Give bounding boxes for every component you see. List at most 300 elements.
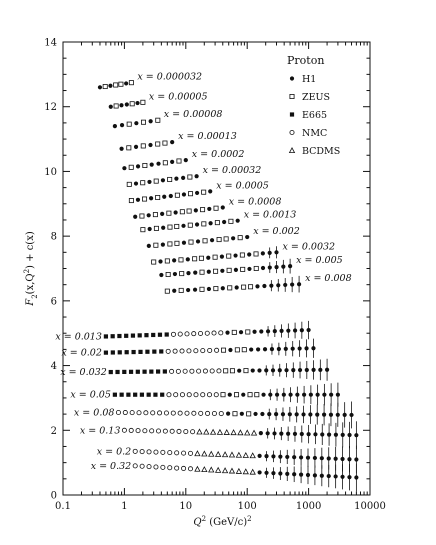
bin-label: x = 0.0002 (191, 149, 245, 161)
data-point (182, 192, 186, 196)
data-point (172, 289, 176, 293)
legend-label: ZEUS (302, 92, 331, 103)
data-point (229, 468, 234, 473)
data-point (161, 242, 165, 246)
legend-label: H1 (302, 74, 317, 85)
legend-marker (290, 130, 294, 134)
data-point (130, 411, 134, 415)
data-point (176, 369, 180, 373)
data-point (207, 270, 211, 274)
data-point (187, 209, 191, 213)
data-point (149, 196, 153, 200)
data-point (193, 257, 197, 261)
data-point (119, 147, 123, 151)
data-point (206, 256, 210, 260)
data-point (119, 103, 123, 107)
x-tick-label: 1 (121, 501, 128, 512)
data-point (170, 160, 174, 164)
data-point (211, 430, 216, 435)
data-point (154, 179, 158, 183)
data-point (168, 225, 172, 229)
data-point (213, 255, 217, 259)
data-point (169, 194, 173, 198)
data-point (217, 237, 221, 241)
legend-marker (290, 148, 295, 153)
bin-label: x = 0.32 (90, 460, 132, 472)
data-point (208, 348, 212, 352)
data-point (161, 465, 165, 469)
data-point (250, 469, 255, 474)
data-point (230, 369, 234, 373)
data-point (178, 332, 182, 336)
data-point (207, 287, 211, 291)
x-tick-label: 1000 (295, 501, 322, 512)
data-point (261, 251, 265, 255)
data-point (254, 266, 258, 270)
data-point (187, 349, 191, 353)
data-point (185, 411, 189, 415)
data-point (184, 429, 188, 433)
data-point (163, 369, 167, 373)
data-point (188, 467, 192, 471)
data-point (156, 118, 160, 122)
data-point (141, 228, 145, 232)
data-point (201, 348, 205, 352)
data-point (214, 206, 218, 210)
data-point (194, 393, 198, 397)
data-point (173, 272, 177, 276)
data-point (184, 158, 188, 162)
data-point (114, 104, 118, 108)
data-point (142, 197, 146, 201)
bin-label: x = 0.0005 (216, 180, 269, 192)
bin-label: x = 0.00008 (163, 109, 223, 121)
y-tick-label: 2 (50, 425, 57, 437)
data-point (229, 219, 233, 223)
data-point (205, 411, 209, 415)
data-point (133, 393, 137, 397)
data-point (180, 349, 184, 353)
data-point (261, 393, 265, 397)
data-point (170, 369, 174, 373)
data-point (216, 452, 221, 457)
data-point (247, 267, 251, 271)
y-tick-label: 8 (50, 231, 57, 243)
data-point (127, 182, 131, 186)
data-point (243, 453, 248, 458)
data-point (233, 253, 237, 257)
data-point (175, 466, 179, 470)
data-point (154, 226, 158, 230)
data-point (259, 431, 263, 435)
data-point (249, 347, 253, 351)
data-point (170, 429, 174, 433)
data-point (156, 369, 160, 373)
data-point (179, 258, 183, 262)
data-point (195, 191, 199, 195)
data-point (127, 146, 131, 150)
data-point (168, 177, 172, 181)
data-point (209, 221, 213, 225)
data-point (189, 240, 193, 244)
data-point (194, 349, 198, 353)
data-point (220, 255, 224, 259)
data-point (256, 347, 260, 351)
data-point (181, 224, 185, 228)
data-point (153, 212, 157, 216)
legend-label: E665 (302, 110, 328, 121)
data-point (167, 393, 171, 397)
data-point (111, 334, 115, 338)
data-point (214, 286, 218, 290)
data-point (263, 347, 267, 351)
bin-label: x = 0.002 (253, 226, 300, 238)
data-point (160, 393, 164, 397)
data-point (163, 141, 167, 145)
data-point (98, 85, 102, 89)
data-point (234, 393, 238, 397)
data-point (258, 470, 262, 474)
data-point (164, 411, 168, 415)
data-point (175, 241, 179, 245)
data-point (129, 165, 133, 169)
data-point (129, 428, 133, 432)
data-point (203, 239, 207, 243)
data-point (221, 393, 225, 397)
data-point (158, 333, 162, 337)
data-point (140, 393, 144, 397)
data-point (209, 452, 214, 457)
data-point (210, 238, 214, 242)
data-point (181, 466, 185, 470)
y-tick-label: 14 (44, 37, 57, 49)
data-point (201, 393, 205, 397)
data-point (104, 334, 108, 338)
data-point (119, 82, 123, 86)
data-point (168, 450, 172, 454)
data-point (247, 252, 251, 256)
data-points (98, 81, 359, 492)
data-point (136, 428, 140, 432)
data-point (197, 429, 202, 434)
data-point (229, 452, 234, 457)
data-point (195, 467, 200, 472)
data-point (192, 411, 196, 415)
data-point (195, 174, 199, 178)
data-point (126, 393, 130, 397)
data-point (228, 348, 232, 352)
data-point (248, 393, 252, 397)
data-point (138, 333, 142, 337)
data-point (238, 430, 243, 435)
data-point (165, 332, 169, 336)
data-point (115, 370, 119, 374)
data-point (136, 164, 140, 168)
x-tick-label: 100 (237, 501, 257, 512)
bin-label: x = 0.00013 (178, 131, 237, 143)
data-point (161, 226, 165, 230)
data-point (232, 330, 236, 334)
data-point (122, 370, 126, 374)
data-point (147, 450, 151, 454)
bin-label: x = 0.00005 (148, 91, 208, 103)
data-point (151, 411, 155, 415)
data-point (202, 467, 207, 472)
data-point (242, 348, 246, 352)
data-point (221, 286, 225, 290)
data-point (200, 270, 204, 274)
data-point (147, 180, 151, 184)
data-point (238, 236, 242, 240)
data-point (147, 244, 151, 248)
data-point (227, 254, 231, 258)
data-point (245, 235, 249, 239)
data-point (133, 215, 137, 219)
legend-label: BCDMS (302, 146, 341, 157)
data-point (197, 369, 201, 373)
bin-label: x = 0.005 (296, 255, 343, 267)
data-point (159, 349, 163, 353)
data-point (152, 350, 156, 354)
data-point (148, 227, 152, 231)
data-point (209, 467, 214, 472)
data-point (200, 208, 204, 212)
bin-label: x = 0.00032 (202, 165, 262, 177)
data-point (250, 453, 255, 458)
data-point (147, 393, 151, 397)
data-point (228, 286, 232, 290)
data-point (221, 205, 225, 209)
data-point (181, 176, 185, 180)
data-point (175, 224, 179, 228)
data-point (188, 175, 192, 179)
data-point (207, 393, 211, 397)
data-point (260, 412, 264, 416)
data-point (214, 393, 218, 397)
data-point (129, 81, 133, 85)
data-point (252, 330, 256, 334)
data-point (180, 210, 184, 214)
data-point (118, 350, 122, 354)
data-point (136, 370, 140, 374)
data-point (254, 252, 258, 256)
data-point (144, 411, 148, 415)
data-point (196, 239, 200, 243)
data-point (156, 142, 160, 146)
data-point (175, 451, 179, 455)
data-point (180, 271, 184, 275)
data-point (186, 271, 190, 275)
data-point (237, 369, 241, 373)
data-point (181, 451, 185, 455)
data-point (123, 410, 127, 414)
data-point (141, 100, 145, 104)
data-point (160, 212, 164, 216)
data-point (239, 330, 243, 334)
data-point (143, 163, 147, 167)
data-point (177, 159, 181, 163)
data-point (120, 393, 124, 397)
data-point (215, 348, 219, 352)
data-point (166, 349, 170, 353)
data-point (138, 350, 142, 354)
data-point (127, 122, 131, 126)
data-point (244, 369, 248, 373)
data-point (186, 288, 190, 292)
data-point (205, 331, 209, 335)
y-tick-label: 6 (50, 296, 57, 308)
bin-label: x = 0.0008 (228, 196, 282, 208)
data-point (216, 468, 221, 473)
data-point (142, 370, 146, 374)
data-point (195, 222, 199, 226)
data-point (252, 430, 257, 435)
data-point (251, 368, 255, 372)
data-point (168, 242, 172, 246)
bin-label: x = 0.13 (79, 425, 121, 437)
data-point (109, 370, 113, 374)
x-tick-label: 0.1 (55, 501, 71, 512)
data-point (245, 430, 250, 435)
data-point (213, 269, 217, 273)
data-point (147, 213, 151, 217)
data-point (171, 332, 175, 336)
data-point (143, 429, 147, 433)
data-point (134, 121, 138, 125)
data-point (180, 393, 184, 397)
data-point (224, 237, 228, 241)
y-tick-label: 4 (50, 361, 57, 373)
data-point (199, 256, 203, 260)
data-point (129, 198, 133, 202)
data-point (236, 219, 240, 223)
x-axis-label: $Q^2$ $(GeV/c)^2$ (193, 515, 252, 528)
data-point (124, 81, 128, 85)
data-point (117, 334, 121, 338)
data-point (135, 101, 139, 105)
data-point (261, 266, 265, 270)
data-point (194, 208, 198, 212)
data-point (173, 349, 177, 353)
data-point (222, 220, 226, 224)
data-point (149, 119, 153, 123)
data-point (224, 369, 228, 373)
data-point (182, 241, 186, 245)
data-point (122, 428, 126, 432)
data-point (104, 351, 108, 355)
data-point (219, 331, 223, 335)
bin-label: x = 0.08 (73, 407, 115, 419)
data-point (166, 272, 170, 276)
data-point (136, 198, 140, 202)
data-point (236, 469, 241, 474)
data-point (170, 140, 174, 144)
data-point (226, 412, 230, 416)
data-point (208, 189, 212, 193)
bin-label: x = 0.0013 (243, 209, 297, 221)
data-point (156, 162, 160, 166)
data-point (122, 166, 126, 170)
data-point (149, 370, 153, 374)
data-point (258, 454, 262, 458)
data-point (178, 411, 182, 415)
data-point (202, 451, 207, 456)
bin-label: x = 0.008 (305, 273, 352, 285)
data-point (163, 161, 167, 165)
data-point (231, 236, 235, 240)
data-point (242, 285, 246, 289)
data-point (255, 393, 259, 397)
y-tick-label: 12 (44, 102, 57, 114)
data-point (203, 369, 207, 373)
data-point (144, 333, 148, 337)
legend-marker (290, 112, 294, 116)
data-point (154, 450, 158, 454)
data-point (225, 331, 229, 335)
bin-label: x = 0.000032 (137, 71, 203, 83)
data-point (129, 370, 133, 374)
data-point (236, 453, 241, 458)
data-point (231, 430, 236, 435)
data-point (124, 334, 128, 338)
data-point (215, 221, 219, 225)
data-point (125, 350, 129, 354)
data-point (108, 84, 112, 88)
data-point (140, 214, 144, 218)
data-point (165, 289, 169, 293)
data-point (156, 195, 160, 199)
data-point (161, 178, 165, 182)
data-point (220, 269, 224, 273)
data-point (165, 259, 169, 263)
data-point (150, 429, 154, 433)
data-point (192, 332, 196, 336)
data-point (141, 181, 145, 185)
data-point (133, 464, 137, 468)
data-point (131, 333, 135, 337)
data-point (186, 257, 190, 261)
legend-label: NMC (302, 128, 328, 139)
y-tick-label: 10 (44, 166, 57, 178)
data-point (109, 105, 113, 109)
data-point (140, 449, 144, 453)
data-point (202, 222, 206, 226)
data-point (171, 411, 175, 415)
data-point (227, 268, 231, 272)
data-point (212, 331, 216, 335)
data-point (191, 430, 195, 434)
legend (287, 54, 340, 157)
data-point (177, 429, 181, 433)
data-point (154, 243, 158, 247)
bin-label: x = 0.05 (70, 389, 111, 401)
data-point (185, 332, 189, 336)
data-point (221, 348, 225, 352)
data-point (240, 253, 244, 257)
data-point (241, 267, 245, 271)
bin-label: x = 0.02 (61, 347, 102, 359)
data-point (131, 350, 135, 354)
data-point (240, 412, 244, 416)
y-tick-label: 0 (50, 490, 57, 502)
data-point (223, 468, 228, 473)
data-point (103, 84, 107, 88)
data-point (217, 430, 222, 435)
bin-label: x = 0.013 (55, 331, 102, 343)
data-point (198, 331, 202, 335)
data-point (148, 143, 152, 147)
data-point (202, 190, 206, 194)
